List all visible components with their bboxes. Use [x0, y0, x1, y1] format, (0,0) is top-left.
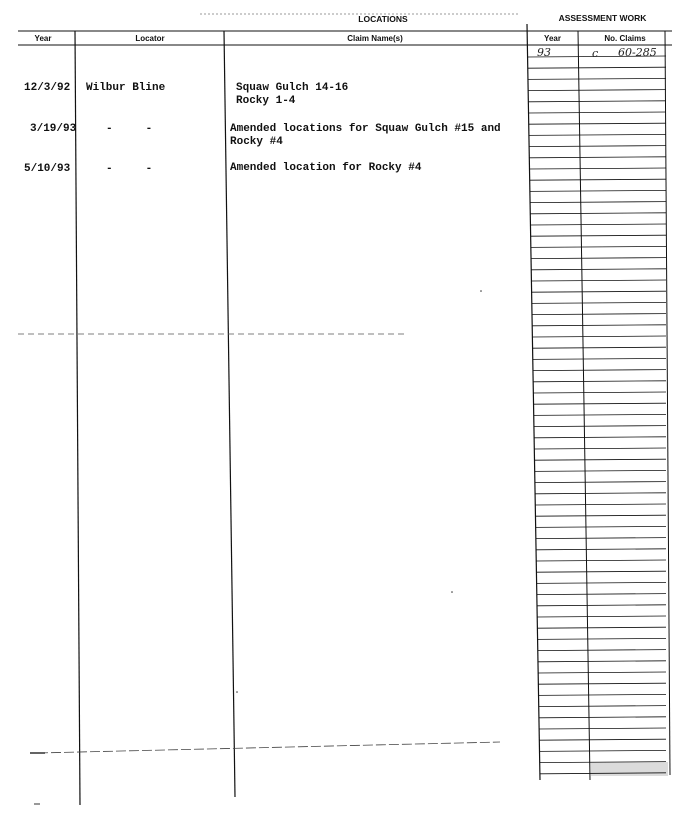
entry-claim-line: Rocky 1-4: [236, 95, 296, 107]
assessment-row-rule: [532, 291, 667, 292]
assessment-row-rule: [531, 235, 666, 236]
assessment-year-value: 93: [537, 46, 551, 59]
assessment-row-rule: [528, 78, 666, 79]
assessment-row-rule: [529, 134, 666, 135]
assessment-row-rule: [530, 179, 666, 180]
assessment-row-rule: [533, 370, 666, 371]
assessment-row-rule: [528, 112, 666, 113]
assessment-row-rule: [529, 157, 666, 158]
assessment-row-rule: [536, 560, 666, 561]
entry-locator: Wilbur Bline: [86, 82, 166, 94]
section-assessment-heading: ASSESSMENT WORK: [558, 13, 647, 23]
assessment-row-rule: [530, 224, 666, 225]
assessment-row-rule: [538, 638, 667, 639]
assessment-row-rule: [535, 515, 666, 516]
assessment-row-rule: [539, 694, 667, 695]
assessment-row-rule: [531, 258, 666, 259]
column-header-locator: Locator: [135, 34, 165, 43]
assessment-row-rule: [537, 627, 666, 628]
column-header-claim-names: Claim Name(s): [347, 34, 403, 43]
assessment-row-rule: [529, 146, 666, 147]
assessment-row-rule: [534, 437, 666, 438]
entry-year: 3/19/93: [30, 123, 77, 135]
assessment-claims-value: 60-285: [618, 46, 657, 59]
entry-locator: - -: [106, 123, 153, 135]
assessment-row-rule: [537, 616, 666, 617]
assessment-row-rule: [528, 90, 666, 91]
entry-claim-line: Amended location for Rocky #4: [230, 162, 422, 174]
assessment-row-rule: [531, 269, 666, 270]
assessment-row-rule: [534, 426, 666, 427]
entry-claim-line: Amended locations for Squaw Gulch #15 and: [230, 123, 501, 135]
assessment-row-rule: [536, 538, 666, 539]
assessment-row-rule: [531, 280, 666, 281]
assessment-row-rule: [538, 672, 666, 673]
assessment-row-rule: [537, 594, 666, 595]
column-header-year: Year: [34, 34, 52, 43]
assessment-row-rule: [538, 661, 666, 662]
assessment-row-rule: [529, 123, 666, 124]
assessment-row-rule: [530, 213, 666, 214]
assessment-row-rule: [530, 190, 666, 191]
assessment-row-rule: [535, 504, 666, 505]
assessment-row-rule: [534, 459, 666, 460]
assessment-row-rule: [535, 470, 666, 471]
assessment-row-rule: [539, 717, 666, 718]
assessment-row-rule: [532, 314, 666, 315]
assessment-row-rule: [536, 571, 666, 572]
assessment-row-rule: [533, 347, 667, 348]
assessment-row-rule: [539, 706, 666, 707]
assessment-row-rule: [539, 728, 666, 729]
assessment-row-rule: [528, 101, 666, 102]
assessment-row-rule: [534, 403, 667, 404]
assessment-row-rule: [530, 202, 666, 203]
entry-claim-line: Rocky #4: [230, 136, 283, 148]
assessment-row-rule: [533, 358, 666, 359]
assessment-row-rule: [536, 526, 666, 527]
assessment-row-rule: [532, 302, 666, 303]
assessment-row-rule: [532, 336, 666, 337]
assessment-row-rule: [538, 650, 666, 651]
assessment-row-rule: [533, 392, 666, 393]
assessment-row-rule: [534, 448, 666, 449]
assessment-row-rule: [529, 168, 666, 169]
assessment-row-rule: [531, 246, 666, 247]
section-locations-heading: LOCATIONS: [358, 14, 408, 24]
assessment-row-rule: [533, 381, 666, 382]
assessment-row-rule: [535, 493, 666, 494]
entry-claim-line: Squaw Gulch 14-16: [236, 82, 349, 94]
entry-year: 5/10/93: [24, 163, 71, 175]
assessment-row-rule: [534, 414, 666, 415]
assessment-row-rule: [535, 482, 666, 483]
assessment-row-rule: [536, 549, 666, 550]
assessment-row-rule: [537, 605, 666, 606]
column-header-no-claims: No. Claims: [604, 34, 646, 43]
column-header-assessment-year: Year: [544, 34, 561, 43]
assessment-row-rule: [537, 582, 666, 583]
assessment-row-rule: [528, 67, 666, 68]
assessment-row-rule: [539, 739, 666, 740]
entry-locator: - -: [106, 163, 153, 175]
assessment-row-rule: [532, 325, 666, 326]
assessment-row-rule: [538, 683, 666, 684]
assessment-row-rule: [540, 750, 667, 751]
assessment-mark: c: [592, 47, 599, 60]
entry-year: 12/3/92: [24, 82, 71, 94]
